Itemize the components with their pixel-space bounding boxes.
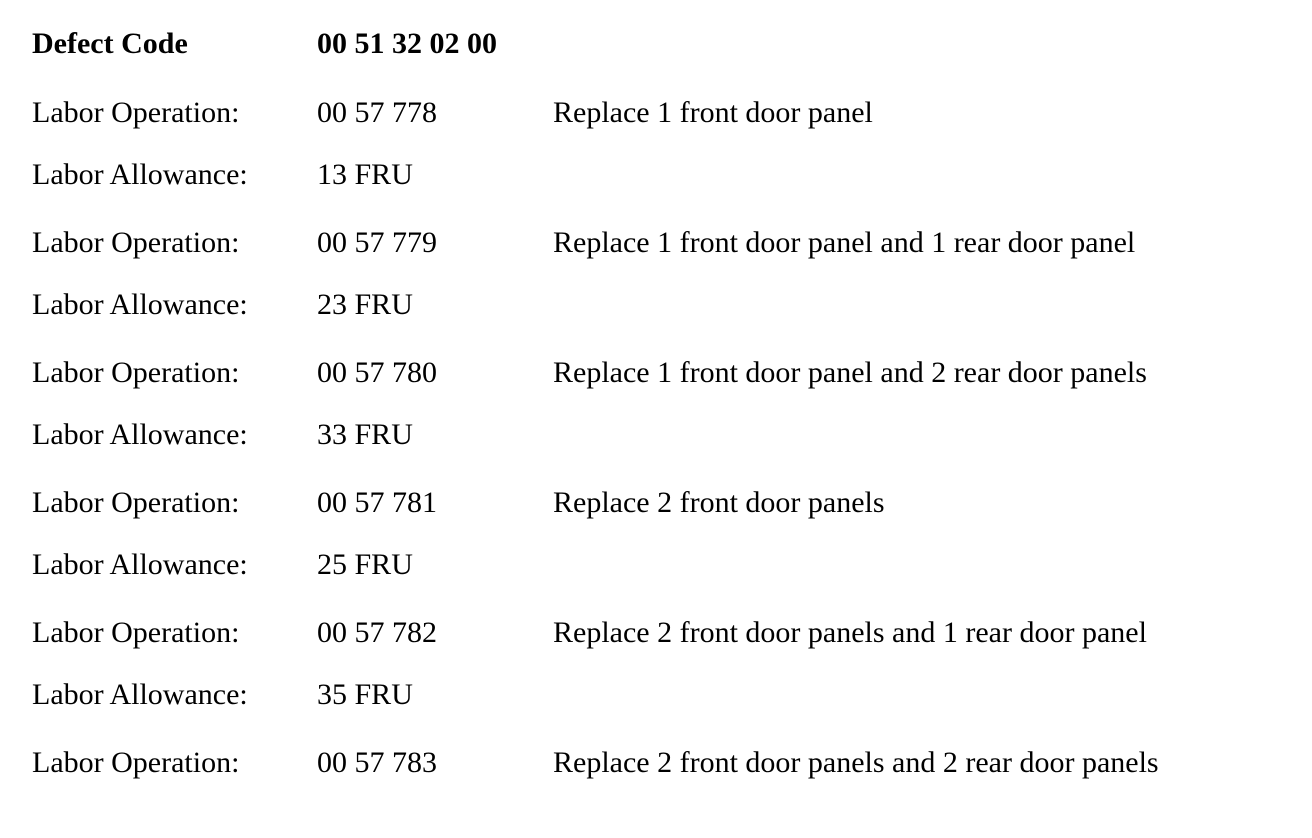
labor-operation-code: 00 57 780	[317, 356, 437, 389]
labor-operation-label: Labor Operation:	[32, 356, 240, 389]
labor-operation-code: 00 57 782	[317, 616, 437, 649]
labor-operation-label: Labor Operation:	[32, 486, 240, 519]
labor-operation-label: Labor Operation:	[32, 746, 240, 779]
labor-operation-row	[32, 224, 1302, 262]
labor-allowance-value: 35 FRU	[317, 678, 413, 711]
labor-operation-row	[32, 614, 1302, 652]
labor-operation-row	[32, 484, 1302, 522]
labor-allowance-label: Labor Allowance:	[32, 288, 248, 321]
labor-operation-label: Labor Operation:	[32, 616, 240, 649]
labor-allowance-value: 33 FRU	[317, 418, 413, 451]
labor-group-1	[32, 94, 1302, 194]
labor-operation-code: 00 57 778	[317, 96, 437, 129]
labor-operation-description: Replace 2 front door panels and 2 rear door panels	[553, 746, 1159, 779]
labor-operation-label: Labor Operation:	[32, 96, 240, 129]
labor-allowance-row	[32, 546, 1302, 584]
labor-group-2	[32, 224, 1302, 324]
labor-group-4	[32, 484, 1302, 584]
labor-operation-description: Replace 2 front door panels and 1 rear door panel	[553, 616, 1147, 649]
labor-operation-description: Replace 1 front door panel	[553, 96, 873, 129]
labor-operation-description: Replace 2 front door panels	[553, 486, 885, 519]
labor-operation-description: Replace 1 front door panel and 1 rear door panel	[553, 226, 1136, 259]
labor-allowance-row	[32, 286, 1302, 324]
labor-operation-description: Replace 1 front door panel and 2 rear door panels	[553, 356, 1147, 389]
labor-operation-code: 00 57 779	[317, 226, 437, 259]
labor-allowance-row	[32, 416, 1302, 454]
labor-operation-row	[32, 94, 1302, 132]
labor-allowance-label: Labor Allowance:	[32, 158, 248, 191]
labor-allowance-value: 13 FRU	[317, 158, 413, 191]
labor-operation-row	[32, 354, 1302, 392]
labor-operation-code: 00 57 783	[317, 746, 437, 779]
defect-code-label: Defect Code	[32, 27, 188, 60]
defect-code-value: 00 51 32 02 00	[317, 27, 497, 60]
labor-group-6	[32, 744, 1302, 782]
labor-operation-label: Labor Operation:	[32, 226, 240, 259]
labor-allowance-row	[32, 676, 1302, 714]
labor-operation-row	[32, 744, 1302, 782]
labor-operation-code: 00 57 781	[317, 486, 437, 519]
labor-allowance-label: Labor Allowance:	[32, 418, 248, 451]
labor-allowance-label: Labor Allowance:	[32, 678, 248, 711]
labor-allowance-value: 23 FRU	[317, 288, 413, 321]
labor-group-5	[32, 614, 1302, 714]
defect-code-row	[32, 25, 1302, 63]
labor-allowance-label: Labor Allowance:	[32, 548, 248, 581]
labor-allowance-value: 25 FRU	[317, 548, 413, 581]
labor-group-3	[32, 354, 1302, 454]
labor-allowance-row	[32, 156, 1302, 194]
